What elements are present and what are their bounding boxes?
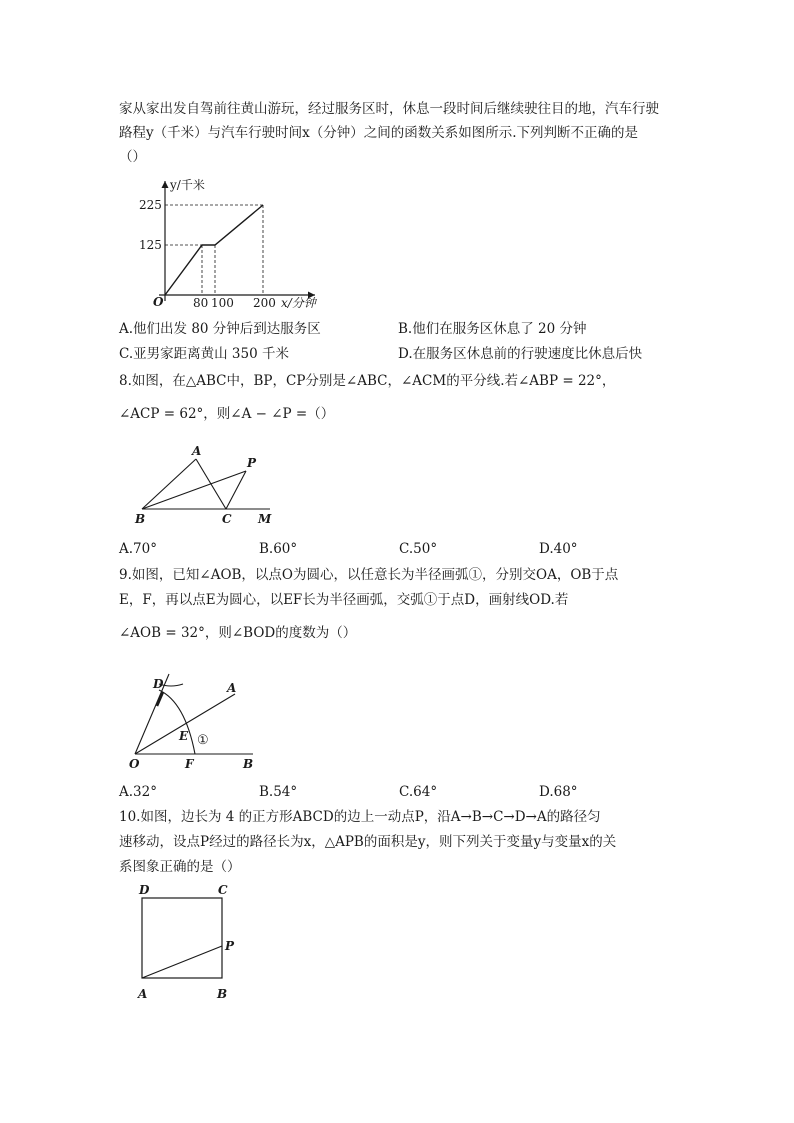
q7-option-b: B.他们在服务区休息了 20 分钟 (398, 321, 587, 337)
q8-label-m: M (258, 512, 272, 526)
q9-label-b: B (243, 757, 254, 771)
q9-label-o: O (129, 757, 140, 771)
q9-line-3: ∠AOB = 32°，则∠BOD的度数为（） (119, 625, 357, 641)
q8-triangle-figure (130, 443, 290, 533)
q7-distance-time-graph (135, 175, 365, 315)
q7-xtick-100: 100 (211, 296, 234, 310)
q8-line-2: ∠ACP = 62°，则∠A − ∠P =（） (119, 406, 335, 422)
q10-label-p: P (225, 939, 235, 953)
q9-option-c: C.64° (399, 784, 438, 800)
q7-xtick-80: 80 (193, 296, 209, 310)
q7-line-2: 路程y（千米）与汽车行驶时间x（分钟）之间的函数关系如图所示.下列判断不正确的是 (119, 125, 639, 141)
q8-label-b: B (135, 512, 146, 526)
q7-ylabel: y/千米 (170, 178, 205, 192)
q7-option-d: D.在服务区休息前的行驶速度比休息后快 (398, 346, 643, 362)
q9-label-a: A (227, 681, 237, 695)
q10-line-1: 10.如图，边长为 4 的正方形ABCD的边上一动点P，沿A→B→C→D→A的路径匀 (119, 809, 601, 825)
q10-line-2: 速移动，设点P经过的路径长为x，△APB的面积是y，则下列关于变量y与变量x的关 (119, 834, 617, 850)
q9-line-2: E，F，再以点E为圆心，以EF长为半径画弧，交弧①于点D，画射线OD.若 (119, 592, 569, 608)
q7-origin: O (153, 295, 164, 309)
q10-line-3: 系图象正确的是（） (119, 859, 241, 875)
q9-line-1: 9.如图，已知∠AOB，以点O为圆心，以任意长为半径画弧①，分别交OA，OB于点 (119, 567, 619, 583)
q9-label-arc: ① (197, 733, 209, 748)
q8-option-c: C.50° (399, 541, 438, 557)
q7-line-1: 家从家出发自驾前往黄山游玩，经过服务区时，休息一段时间后继续驶往目的地，汽车行驶 (119, 101, 659, 117)
q10-label-b: B (217, 987, 228, 1001)
q10-label-d: D (139, 883, 150, 897)
q8-label-a: A (192, 444, 202, 458)
q7-option-a: A.他们出发 80 分钟后到达服务区 (119, 321, 321, 337)
q8-option-d: D.40° (539, 541, 578, 557)
q9-label-f: F (185, 757, 194, 771)
q9-label-d: D (153, 677, 164, 691)
q9-label-e: E (179, 729, 189, 743)
q8-line-1: 8.如图，在△ABC中，BP，CP分别是∠ABC，∠ACM的平分线.若∠ABP = 22°， (119, 373, 616, 389)
q7-ytick-125: 125 (139, 238, 162, 252)
q7-ytick-225: 225 (139, 198, 162, 212)
q9-angle-construction-figure (125, 662, 275, 777)
q10-square-figure (130, 880, 250, 1005)
q7-line-3: （） (119, 149, 146, 165)
q7-graph-line (165, 205, 263, 295)
q8-label-p: P (247, 456, 257, 470)
q8-label-c: C (222, 512, 232, 526)
q9-option-d: D.68° (539, 784, 578, 800)
q7-xlabel: x/分钟 (281, 296, 316, 310)
q8-option-b: B.60° (259, 541, 298, 557)
q10-label-c: C (218, 883, 228, 897)
q9-option-b: B.54° (259, 784, 298, 800)
q7-xtick-200: 200 (253, 296, 276, 310)
q7-option-c: C.亚男家距离黄山 350 千米 (119, 346, 289, 362)
q9-option-a: A.32° (119, 784, 157, 800)
q8-option-a: A.70° (119, 541, 157, 557)
q10-label-a: A (138, 987, 148, 1001)
